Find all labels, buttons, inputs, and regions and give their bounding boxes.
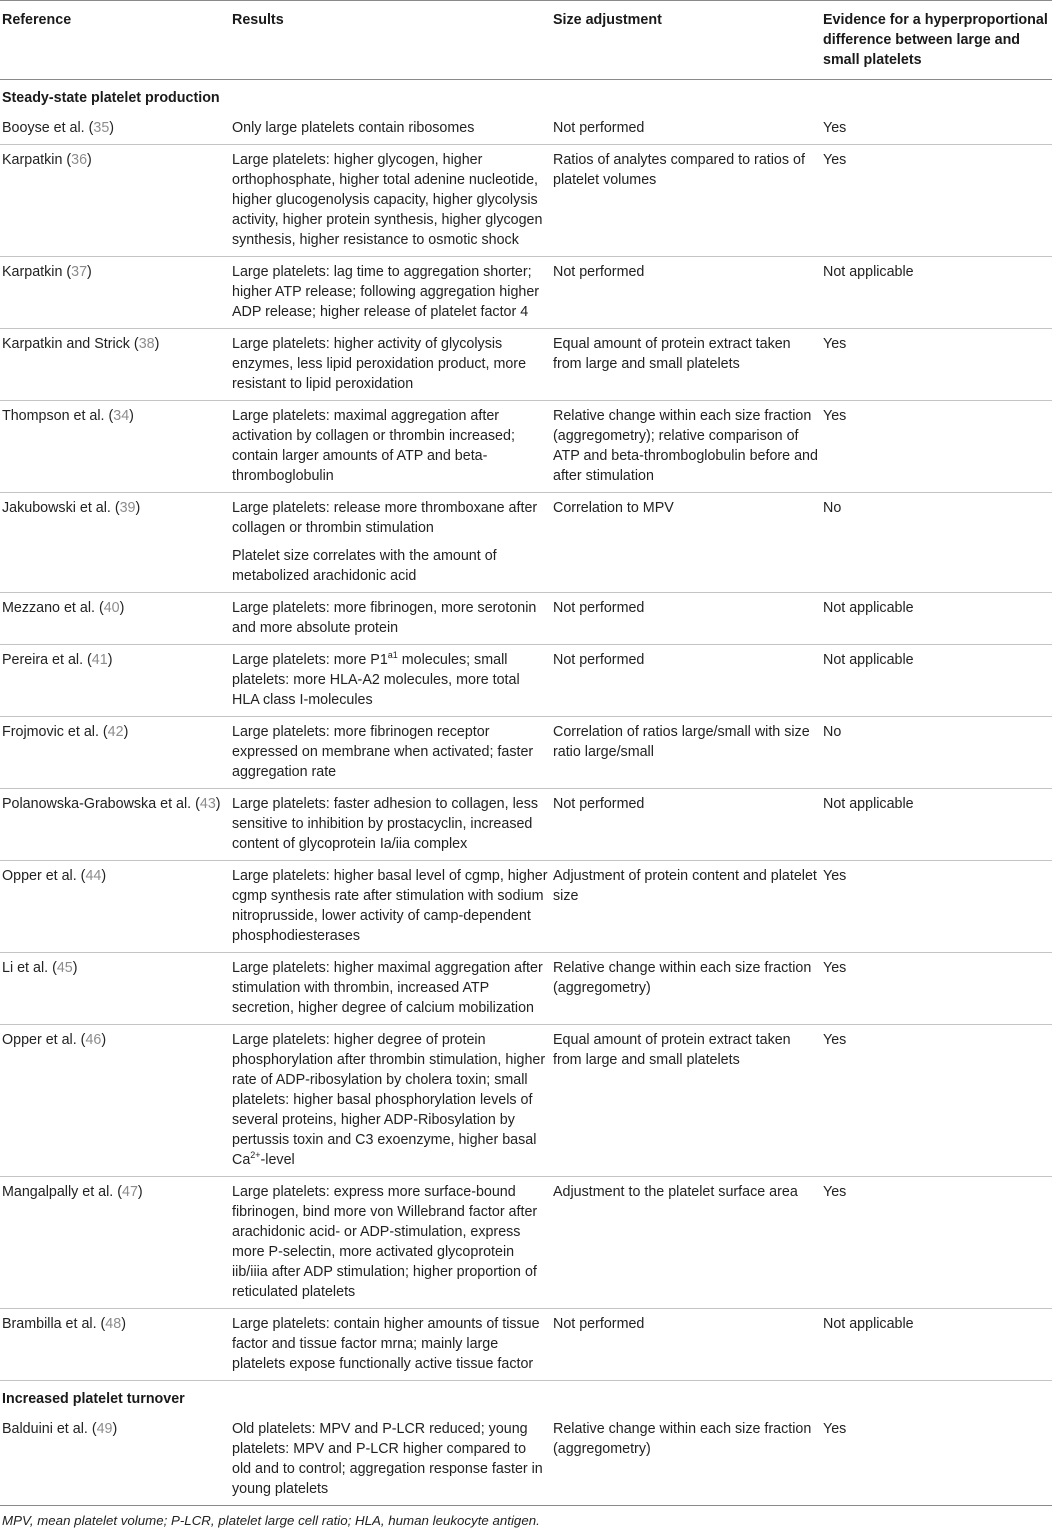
citation-link[interactable]: 46: [85, 1032, 102, 1048]
size-cell: Equal amount of protein extract taken from large and small platelets: [553, 336, 791, 372]
table-row: [0, 789, 1052, 861]
table-row: [0, 1025, 1052, 1177]
section-title: Increased platelet turnover: [2, 1391, 185, 1407]
header-size-adjustment: Size adjustment: [553, 12, 662, 28]
evidence-cell: No: [823, 500, 842, 516]
citation-link[interactable]: 40: [103, 600, 120, 616]
evidence-cell: Yes: [823, 120, 847, 136]
section-row-steady: [0, 80, 1052, 114]
citation-link[interactable]: 42: [107, 724, 124, 740]
results-cell: Large platelets: faster adhesion to collagen, less sensitive to inhibition by prostacyclin, increased content of glycoprotein Ia/iia complex: [232, 796, 538, 852]
reference-cell: Opper et al. (44): [2, 868, 107, 884]
evidence-cell: Not applicable: [823, 264, 914, 280]
results-cell: Only large platelets contain ribosomes: [232, 120, 475, 136]
citation-link[interactable]: 43: [199, 796, 216, 812]
table-row: [0, 113, 1052, 145]
citation-link[interactable]: 36: [71, 152, 88, 168]
results-cell: Large platelets: higher glycogen, higher orthophosphate, higher total adenine nucleotide, higher glucogenolysis capacity, higher glycolysis activity, higher protein synthesis, higher glycogen synthesis, higher resistance to osmotic shock: [232, 152, 543, 248]
citation-link[interactable]: 41: [91, 652, 108, 668]
size-cell: Adjustment to the platelet surface area: [553, 1184, 798, 1200]
table-row: [0, 257, 1052, 329]
table-row: [0, 953, 1052, 1025]
size-cell: Not performed: [553, 120, 645, 136]
table-footnote: MPV, mean platelet volume; P-LCR, platelet large cell ratio; HLA, human leukocyte antigen.: [2, 1513, 540, 1528]
citation-link[interactable]: 35: [93, 120, 110, 136]
results-cell: Large platelets: express more surface-bound fibrinogen, bind more von Willebrand factor after arachidonic acid- or ADP-stimulation, express more P-selectin, more activated glycoprotein iib/iiia after ADP stimulation; higher proportion of reticulated platelets: [232, 1184, 538, 1300]
table-row: [0, 1309, 1052, 1381]
reference-cell: Booyse et al. (35): [2, 120, 115, 136]
evidence-cell: Yes: [823, 1032, 847, 1048]
citation-link[interactable]: 44: [85, 868, 102, 884]
table-row: [0, 861, 1052, 953]
results-cell: Large platelets: more fibrinogen receptor expressed on membrane when activated; faster aggregation rate: [232, 724, 534, 780]
reference-cell: Polanowska-Grabowska et al. (43): [2, 796, 221, 812]
size-cell: Not performed: [553, 796, 645, 812]
size-cell: Relative change within each size fraction (aggregometry); relative comparison of ATP and beta-thromboglobulin before and after stimulation: [553, 408, 818, 484]
table-row: [0, 645, 1052, 717]
citation-link[interactable]: 34: [113, 408, 130, 424]
citation-link[interactable]: 38: [138, 336, 155, 352]
size-cell: Relative change within each size fraction (aggregometry): [553, 960, 812, 996]
header-results: Results: [232, 12, 284, 28]
results-cell: Large platelets: more $P1^{a1}$ molecules; small platelets: more HLA-A2 molecules, more total HLA class I-molecules: [232, 650, 520, 708]
table-row: [0, 329, 1052, 401]
reference-cell: Mezzano et al. (40): [2, 600, 125, 616]
evidence-cell: Not applicable: [823, 600, 914, 616]
reference-cell: Karpatkin (37): [2, 264, 92, 280]
superscript: 2+: [250, 1150, 261, 1161]
results-cell: Large platelets: higher basal level of cgmp, higher cgmp synthesis rate after stimulation with sodium nitroprusside, lower activity of camp-dependent phosphodiesterases: [232, 868, 548, 944]
size-cell: Not performed: [553, 652, 645, 668]
header-evidence: Evidence for a hyperproportional difference between large and small platelets: [823, 12, 1048, 68]
results-cell: Old platelets: MPV and P-LCR reduced; young platelets: MPV and P-LCR higher compared to old and to control; aggregation response faster in young platelets: [232, 1421, 543, 1497]
results-cell: Large platelets: higher maximal aggregation after stimulation with thrombin, increased ATP secretion, higher degree of calcium mobilization: [232, 960, 543, 1016]
results-cell: Large platelets: maximal aggregation after activation by collagen or thrombin increased; contain larger amounts of ATP and beta-thromboglobulin: [232, 408, 515, 484]
reference-cell: Brambilla et al. (48): [2, 1316, 126, 1332]
size-cell: Ratios of analytes compared to ratios of platelet volumes: [553, 152, 805, 188]
table-row: [0, 717, 1052, 789]
results-cell: [230, 493, 551, 593]
reference-cell: Pereira et al. (41): [2, 652, 113, 668]
size-cell: Not performed: [553, 264, 645, 280]
reference-cell: Jakubowski et al. (39): [2, 500, 141, 516]
size-cell: Not performed: [553, 600, 645, 616]
evidence-cell: Not applicable: [823, 796, 914, 812]
header-reference: Reference: [2, 12, 72, 28]
size-cell: Adjustment of protein content and platelet size: [553, 868, 817, 904]
reference-cell: Mangalpally et al. (47): [2, 1184, 143, 1200]
section-row-increased: [0, 1381, 1052, 1415]
table-row: [0, 1414, 1052, 1506]
evidence-cell: Yes: [823, 960, 847, 976]
citation-link[interactable]: 49: [96, 1421, 113, 1437]
reference-cell: Balduini et al. (49): [2, 1421, 118, 1437]
table-row: [0, 1177, 1052, 1309]
results-cell: Large platelets: higher degree of protein phosphorylation after thrombin stimulation, higher rate of ADP-ribosylation by cholera toxin; small platelets: higher basal phosphorylation levels of several proteins, higher ADP-Ribosylation by pertussis toxin and C3 exoenzyme, higher basal $Ca^{2+}$-level: [232, 1032, 546, 1168]
results-paragraph: Large platelets: release more thromboxane after collagen or thrombin stimulation: [232, 500, 538, 536]
results-paragraph: Platelet size correlates with the amount of metabolized arachidonic acid: [232, 548, 497, 584]
reference-cell: Karpatkin (36): [2, 152, 92, 168]
reference-cell: Thompson et al. (34): [2, 408, 134, 424]
evidence-cell: Yes: [823, 1184, 847, 1200]
evidence-cell: No: [823, 724, 842, 740]
evidence-cell: Not applicable: [823, 1316, 914, 1332]
table-row: [0, 493, 1052, 593]
evidence-cell: Yes: [823, 1421, 847, 1437]
results-cell: Large platelets: more fibrinogen, more serotonin and more absolute protein: [232, 600, 537, 636]
citation-link[interactable]: 47: [122, 1184, 138, 1200]
reference-cell: Karpatkin and Strick (38): [2, 336, 160, 352]
reference-cell: Opper et al. (46): [2, 1032, 107, 1048]
reference-cell: Li et al. (45): [2, 960, 78, 976]
table-row: [0, 593, 1052, 645]
evidence-cell: Yes: [823, 152, 847, 168]
size-cell: Correlation to MPV: [553, 500, 674, 516]
table-row: [0, 401, 1052, 493]
size-cell: Relative change within each size fraction (aggregometry): [553, 1421, 812, 1457]
size-cell: Equal amount of protein extract taken from large and small platelets: [553, 1032, 791, 1068]
size-cell: Not performed: [553, 1316, 645, 1332]
results-cell: Large platelets: higher activity of glycolysis enzymes, less lipid peroxidation product, more resistant to lipid peroxidation: [232, 336, 527, 392]
table-row: [0, 145, 1052, 257]
evidence-cell: Not applicable: [823, 652, 914, 668]
results-cell: Large platelets: lag time to aggregation shorter; higher ATP release; following aggregation higher ADP release; higher release of platelet factor 4: [232, 264, 540, 320]
citation-link[interactable]: 39: [119, 500, 136, 516]
section-title: Steady-state platelet production: [2, 90, 220, 106]
evidence-cell: Yes: [823, 336, 847, 352]
header-row: [0, 1, 1052, 80]
evidence-cell: Yes: [823, 408, 847, 424]
reference-cell: Frojmovic et al. (42): [2, 724, 129, 740]
results-cell: Large platelets: contain higher amounts of tissue factor and tissue factor mrna; mainly large platelets expose functionally active tissue factor: [232, 1316, 540, 1372]
citation-link[interactable]: 48: [105, 1316, 122, 1332]
size-cell: Correlation of ratios large/small with size ratio large/small: [553, 724, 810, 760]
citation-link[interactable]: 45: [56, 960, 73, 976]
superscript: a1: [387, 650, 398, 661]
citation-link[interactable]: 37: [71, 264, 88, 280]
evidence-cell: Yes: [823, 868, 847, 884]
